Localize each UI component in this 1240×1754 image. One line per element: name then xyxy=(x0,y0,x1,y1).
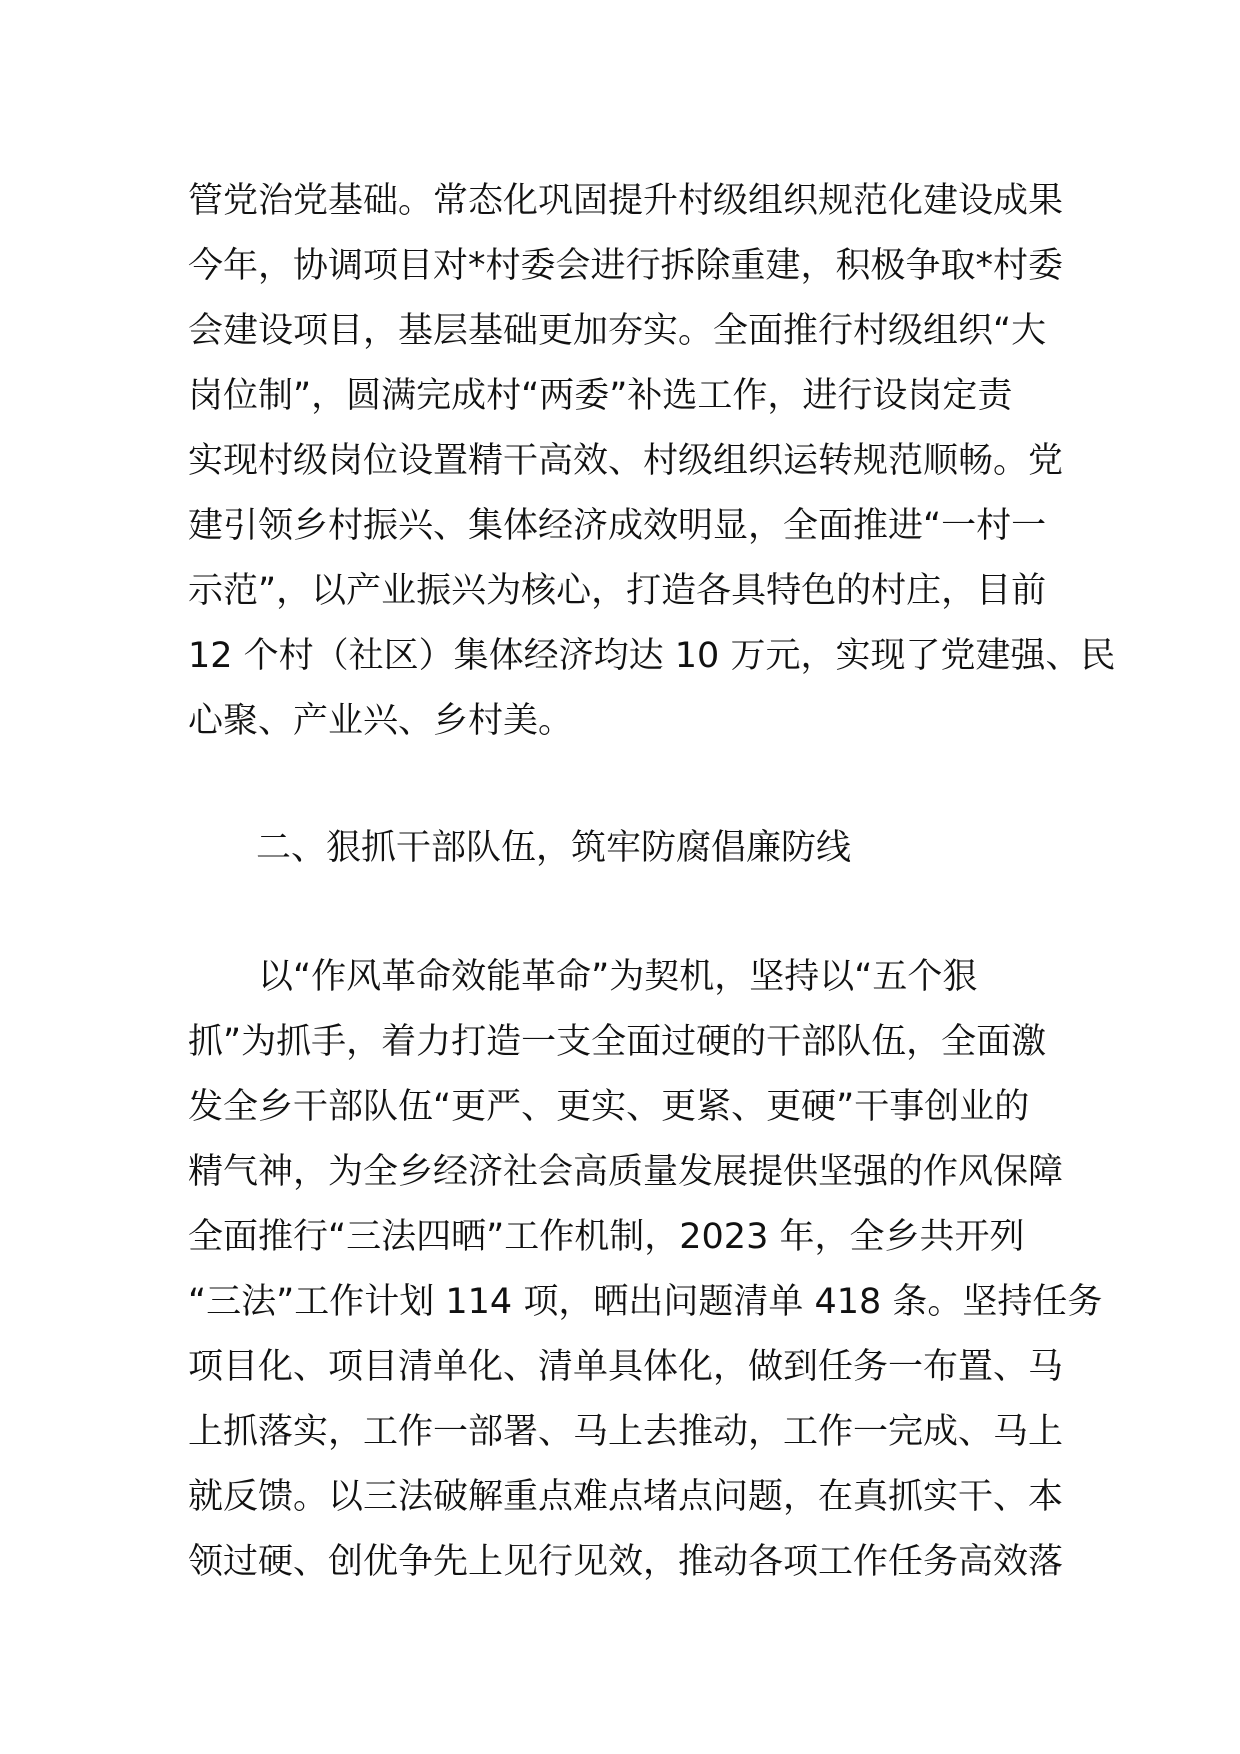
text-line: 岗位制”，圆满完成村“两委”补选工作，进行设岗定责 xyxy=(188,376,1013,416)
text-line: 抓”为抓手，着力打造一支全面过硬的干部队伍，全面激 xyxy=(188,1022,1047,1062)
paragraph-party-building xyxy=(188,169,1116,754)
text-line: 心聚、产业兴、乡村美。 xyxy=(188,701,574,741)
text-line: “三法”工作计划 114 项，晒出问题清单 418 条。坚持任务 xyxy=(188,1282,1103,1322)
text-line: 项目化、项目清单化、清单具体化，做到任务一布置、马 xyxy=(188,1347,1064,1387)
text-line: 建引领乡村振兴、集体经济成效明显，全面推进“一村一 xyxy=(188,506,1047,546)
text-line: 发全乡干部队伍“更严、更实、更紧、更硬”干事创业的 xyxy=(188,1087,1030,1127)
text-line: 以“作风革命效能革命”为契机，坚持以“五个狠 xyxy=(223,957,978,997)
text-line: 管党治党基础。常态化巩固提升村级组织规范化建设成果 xyxy=(188,181,1064,221)
text-line: 全面推行“三法四晒”工作机制，2023 年，全乡共开列 xyxy=(188,1217,1025,1257)
text-line: 精气神，为全乡经济社会高质量发展提供坚强的作风保障 xyxy=(188,1152,1064,1192)
text-line: 示范”，以产业振兴为核心，打造各具特色的村庄，目前 xyxy=(188,571,1047,611)
text-line: 会建设项目，基层基础更加夯实。全面推行村级组织“大 xyxy=(188,311,1047,351)
text-line: 就反馈。以三法破解重点难点堵点问题，在真抓实干、本 xyxy=(188,1477,1064,1517)
text-line: 12 个村（社区）集体经济均达 10 万元，实现了党建强、民 xyxy=(188,636,1116,676)
text-line: 今年，协调项目对*村委会进行拆除重建，积极争取*村委 xyxy=(188,246,1064,286)
text-line: 上抓落实，工作一部署、马上去推动，工作一完成、马上 xyxy=(188,1412,1064,1452)
text-line: 领过硬、创优争先上见行见效，推动各项工作任务高效落 xyxy=(188,1542,1064,1582)
text-line: 实现村级岗位设置精干高效、村级组织运转规范顺畅。党 xyxy=(188,441,1064,481)
paragraph-cadre-team xyxy=(188,945,1103,1595)
section-heading: 二、狠抓干部队伍，筑牢防腐倡廉防线 xyxy=(256,828,852,868)
